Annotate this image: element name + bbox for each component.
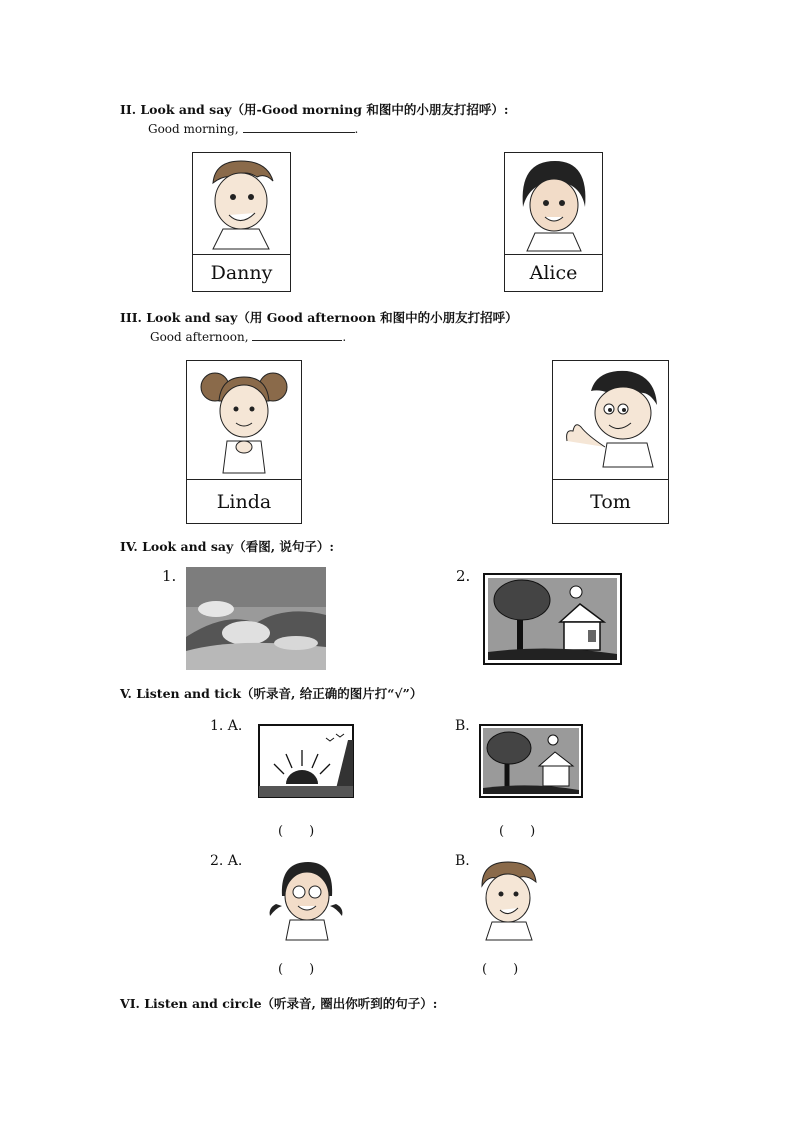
answer-parentheses[interactable]: ( )	[278, 824, 315, 839]
sunrise-icon	[256, 722, 356, 800]
card-name: Danny	[210, 262, 273, 284]
item-label: B.	[455, 718, 470, 734]
girl-glasses-picture[interactable]	[266, 856, 346, 942]
card-danny	[192, 152, 291, 292]
girl-face-icon	[505, 153, 602, 254]
house-tree-icon	[477, 722, 585, 800]
girl-face-icon	[187, 361, 301, 479]
section-6-heading: VI. Listen and circle（听录音, 圈出你听到的句子）:	[120, 996, 438, 1011]
card-alice	[504, 152, 603, 292]
house-tree-picture	[480, 570, 625, 668]
card-name: Alice	[529, 262, 578, 284]
card-name: Linda	[216, 491, 272, 513]
section-3-prompt: Good afternoon,	[150, 330, 249, 344]
sunrise-picture[interactable]	[256, 722, 356, 800]
item-number: 1.	[162, 567, 177, 585]
item-label: 1. A.	[210, 718, 243, 734]
house-tree-small-picture[interactable]	[477, 722, 585, 800]
boy-picture[interactable]	[474, 856, 542, 942]
section-5-heading: V. Listen and tick（听录音, 给正确的图片打“√”）	[120, 686, 423, 701]
danny-picture	[193, 153, 290, 255]
boy-waving-icon	[553, 361, 668, 479]
section-2-prompt: Good morning,	[148, 122, 239, 136]
alice-picture	[505, 153, 602, 255]
item-label: 2. A.	[210, 853, 243, 869]
answer-parentheses[interactable]: ( )	[278, 962, 315, 977]
prompt-period: .	[354, 122, 359, 136]
section-3-prompt-line	[150, 329, 346, 344]
card-tom	[552, 360, 669, 524]
tom-picture	[553, 361, 668, 480]
card-linda	[186, 360, 302, 524]
answer-parentheses[interactable]: ( )	[499, 824, 536, 839]
section-2-heading: II. Look and say（用-Good morning 和图中的小朋友打招呼）:	[120, 102, 509, 117]
item-number: 2.	[456, 567, 471, 585]
section-4-heading: IV. Look and say（看图, 说句子）:	[120, 539, 335, 554]
section-3-heading: III. Look and say（用 Good afternoon 和图中的小朋友打招呼）	[120, 310, 518, 325]
answer-blank[interactable]	[252, 329, 342, 341]
landscape-icon	[186, 567, 326, 670]
answer-blank[interactable]	[243, 121, 355, 133]
item-label: B.	[455, 853, 470, 869]
boy-face-icon	[474, 856, 542, 942]
morning-landscape-picture	[186, 567, 326, 670]
house-tree-icon	[480, 570, 625, 668]
boy-face-icon	[193, 153, 290, 254]
card-name: Tom	[590, 491, 631, 513]
girl-glasses-icon	[266, 856, 346, 942]
answer-parentheses[interactable]: ( )	[482, 962, 519, 977]
linda-picture	[187, 361, 301, 480]
section-2-prompt-line	[148, 121, 358, 136]
prompt-period: .	[342, 330, 347, 344]
